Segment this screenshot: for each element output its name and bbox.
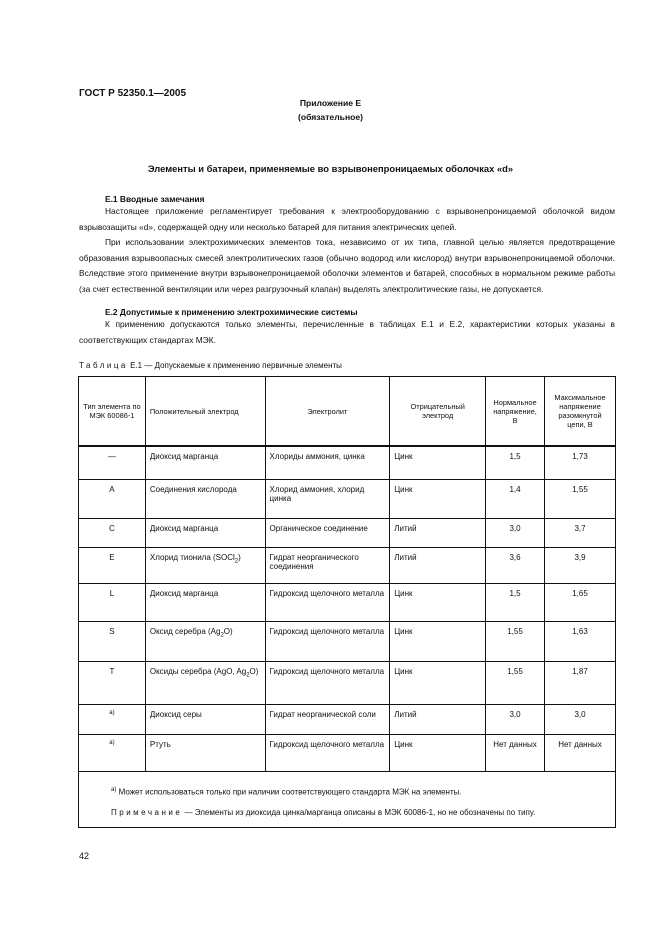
elements-table xyxy=(78,376,616,828)
paragraph: К применению допускаются только элементы, перечисленные в таблицах Е.1 и Е.2, характеристики которых указаны в соответствующих стандартах МЭК. xyxy=(79,319,615,345)
table-cell: 1,5 xyxy=(486,583,545,621)
table-cell: 3,9 xyxy=(545,547,616,583)
table-row xyxy=(79,734,616,771)
table-cell: Гидрат неорганической соли xyxy=(265,704,390,734)
table-row xyxy=(79,661,616,704)
column-header: Нормальное напряжение, В xyxy=(486,377,545,447)
column-header: Электролит xyxy=(265,377,390,447)
table-cell: Диоксид марганца xyxy=(145,518,265,547)
table-row xyxy=(79,479,616,518)
footnote-mark: a) xyxy=(111,786,117,793)
table-cell: Гидрат неорганического соединения xyxy=(265,547,390,583)
table-cell: 1,73 xyxy=(545,446,616,479)
table-cell: Диоксид марганца xyxy=(145,583,265,621)
table-row xyxy=(79,621,616,661)
table-cell: Цинк xyxy=(390,479,486,518)
appendix-title: Приложение Е xyxy=(299,98,362,108)
table-cell: 3,0 xyxy=(486,518,545,547)
table-cell: 3,0 xyxy=(545,704,616,734)
table-cell: L xyxy=(79,583,146,621)
table-cell: Хлориды аммония, цинка xyxy=(265,446,390,479)
table-cell: 1,4 xyxy=(486,479,545,518)
table-cell: S xyxy=(79,621,146,661)
table-cell: 1,87 xyxy=(545,661,616,704)
table-cell: Ртуть xyxy=(145,734,265,771)
paragraph: Настоящее приложение регламентирует требования к электрооборудованию с взрывонепроницаемой оболочкой видом взрывозащиты «d», содержащей одну или несколько батарей для питания электрических цепей. xyxy=(79,206,615,232)
caption-prefix: Таблица xyxy=(79,361,128,370)
caption-text: Е.1 — Допускаемые к применению первичные элементы xyxy=(130,361,342,370)
table-cell: Гидроксид щелочного металла xyxy=(265,621,390,661)
table-footnotes xyxy=(79,771,616,828)
table-cell: Органическое соединение xyxy=(265,518,390,547)
column-header: Тип элемента по МЭК 60086-1 xyxy=(79,377,146,447)
table-cell: 1,5 xyxy=(486,446,545,479)
table-row xyxy=(79,583,616,621)
table-header-row xyxy=(79,377,616,447)
table-cell: a) xyxy=(79,704,146,734)
table-cell: a) xyxy=(79,734,146,771)
table-cell: Цинк xyxy=(390,446,486,479)
table-cell: Диоксид марганца xyxy=(145,446,265,479)
table-cell: C xyxy=(79,518,146,547)
section-heading: Е.2 Допустимые к применению электрохимические системы xyxy=(105,307,358,317)
section-heading: Е.1 Вводные замечания xyxy=(105,194,205,204)
column-header: Максимальное напряжение разомкнутой цепи, В xyxy=(545,377,616,447)
page-number: 42 xyxy=(79,851,90,861)
note-text: — Элементы из диоксида цинка/марганца описаны в МЭК 60086-1, но не обозначены по типу. xyxy=(184,808,536,818)
table-footnote-row xyxy=(79,771,616,828)
table-cell: 1,55 xyxy=(486,621,545,661)
table-cell: Оксиды серебра (AgO, $Ag_2O$) xyxy=(145,661,265,704)
document-header: ГОСТ Р 52350.1—2005 xyxy=(79,88,187,99)
table-cell: 1,63 xyxy=(545,621,616,661)
table-cell: Нет данных xyxy=(486,734,545,771)
table-cell: Оксид серебра $(Ag_2O)$ xyxy=(145,621,265,661)
table-cell: T xyxy=(79,661,146,704)
table-row xyxy=(79,547,616,583)
table-cell: 1,65 xyxy=(545,583,616,621)
table-cell: Нет данных xyxy=(545,734,616,771)
note-label: Примечание xyxy=(111,808,183,818)
table-cell: Гидроксид щелочного металла xyxy=(265,661,390,704)
appendix-subtitle: (обязательное) xyxy=(297,112,364,122)
table-row xyxy=(79,446,616,479)
table-cell: Хлорид тионила (SOCl$_2$) xyxy=(145,547,265,583)
table-cell: Цинк xyxy=(390,621,486,661)
table-cell: 1,55 xyxy=(545,479,616,518)
column-header: Отрицательный электрод xyxy=(390,377,486,447)
table-cell: Хлорид аммония, хлорид цинка xyxy=(265,479,390,518)
table-cell: Литий xyxy=(390,704,486,734)
table-cell: 3,6 xyxy=(486,547,545,583)
footnote: Может использоваться только при наличии соответствующего стандарта МЭК на элементы. xyxy=(118,787,462,797)
paragraph: При использовании электрохимических элементов тока, независимо от их типа, главной целью является предотвращение образования взрывоопасных смесей электролитических газов (обычно водород или кислород) внутри взрывонепроницаемой оболочки. Вследствие этого применение внутри взрывонепроницаемой оболочки элементов и батарей, способных в нормальном режиме работы (за счет естественной вентиляции или через разгрузочный клапан) выделять электролитические газы, не допускается. xyxy=(79,237,615,294)
table-cell: Гидроксид щелочного металла xyxy=(265,734,390,771)
table-cell: — xyxy=(79,446,146,479)
table-cell: Диоксид серы xyxy=(145,704,265,734)
table-cell: 1,55 xyxy=(486,661,545,704)
table-row xyxy=(79,518,616,547)
table-cell: E xyxy=(79,547,146,583)
table-row xyxy=(79,704,616,734)
column-header: Положительный электрод xyxy=(145,377,265,447)
table-cell: Литий xyxy=(390,547,486,583)
table-cell: 3,0 xyxy=(486,704,545,734)
table-cell: A xyxy=(79,479,146,518)
table-cell: Цинк xyxy=(390,661,486,704)
table-cell: Цинк xyxy=(390,583,486,621)
table-cell: Литий xyxy=(390,518,486,547)
table-caption xyxy=(79,361,342,370)
table-cell: 3,7 xyxy=(545,518,616,547)
document-title: Элементы и батареи, применяемые во взрывонепроницаемых оболочках «d» xyxy=(147,163,514,174)
table-cell: Цинк xyxy=(390,734,486,771)
table-cell: Гидроксид щелочного металла xyxy=(265,583,390,621)
table-cell: Соединения кислорода xyxy=(145,479,265,518)
